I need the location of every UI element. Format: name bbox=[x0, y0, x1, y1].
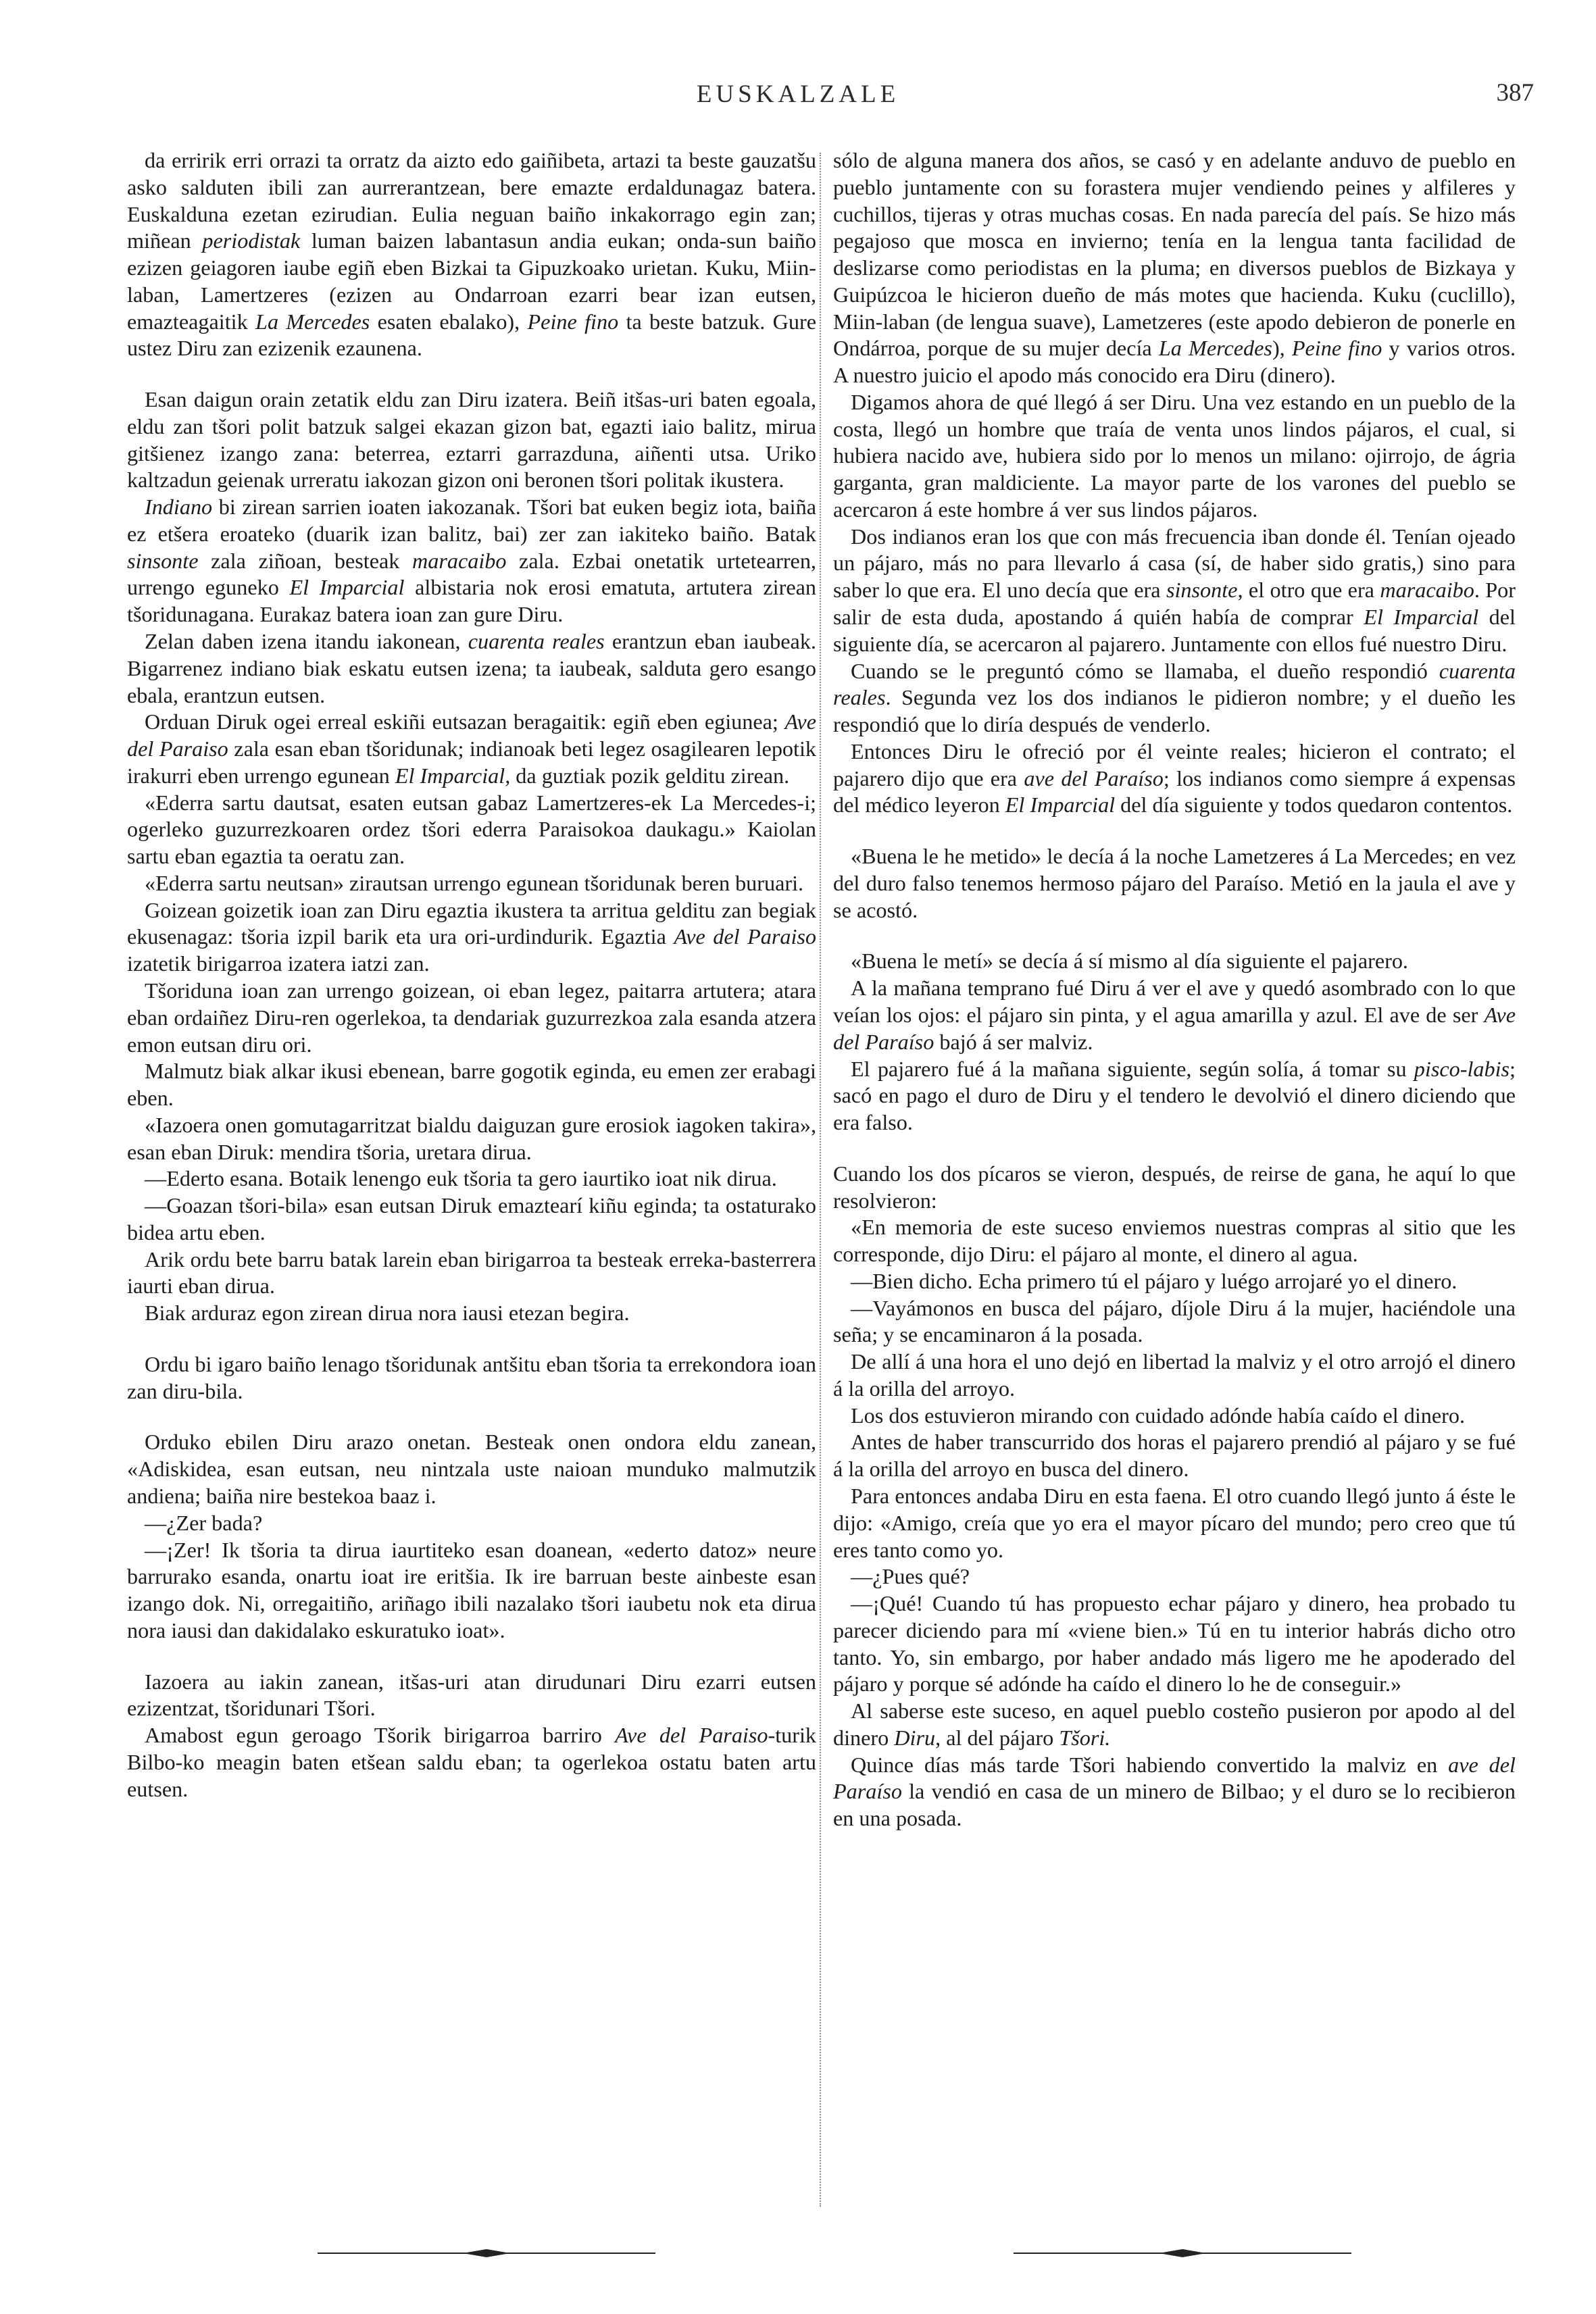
text-run: Quince días más tarde Tšori habiendo convertido la malviz en bbox=[851, 1752, 1449, 1777]
text-run: Tšoriduna ioan zan urrengo goizean, oi eban legez, paitarra artutera; atara eban ordaiñez Diru-ren ogerlekoa, ta dendariak guzurrezkoa zala esanda atzera emon eutsan diru ori. bbox=[127, 978, 816, 1057]
italic-term: El Imparcial bbox=[289, 575, 405, 600]
text-run: —¿Pues qué? bbox=[851, 1564, 970, 1589]
italic-term: cuarenta reales bbox=[833, 658, 1516, 710]
italic-term: Ave del Paraiso bbox=[674, 924, 817, 949]
text-run: «Iazoera onen gomutagarritzat bialdu daiguzan gure erosiok iagoken takira», esan eban Diruk: mendira tšoria, uretara dirua. bbox=[127, 1112, 816, 1164]
right_column-paragraph bbox=[833, 1429, 1516, 1483]
text-run: «Ederra sartu neutsan» zirautsan urrengo egunean tšoridunak beren buruari. bbox=[145, 870, 804, 895]
text-run: Orduan Diruk ogei erreal eskiñi eutsazan beragaitik: egiñ eben egiunea; bbox=[145, 709, 785, 734]
text-run: —¡Zer! Ik tšoria ta dirua iaurtiteko esan doanean, «ederto datoz» neure barrurako esanda, onartu ioat ire eritšia. Ik ire barruan beste ainbeste esan izango dok. Ni, orregaitiño, ariñago ibili nazalako tšori iaubetu nok eta dirua nora iausi dan dakidalako eskuratuko ioat». bbox=[127, 1537, 816, 1642]
text-run: «Buena le metí» se decía á sí mismo al día siguiente el pajarero. bbox=[851, 949, 1408, 974]
italic-term: Diru bbox=[894, 1725, 936, 1750]
italic-term: Peine fino bbox=[1291, 336, 1382, 361]
left_column-paragraph bbox=[127, 1669, 816, 1723]
text-run: la vendió en casa de un minero de Bilbao; y el duro se lo recibieron en una posada. bbox=[833, 1779, 1516, 1831]
right_column-paragraph bbox=[833, 1483, 1516, 1563]
text-run: Entonces Diru le ofreció por él veinte reales; hicieron el contrato; el pajarero dijo que era bbox=[833, 738, 1516, 790]
left_column-paragraph bbox=[127, 1247, 816, 1301]
text-run: El pajarero fué á la mañana siguiente, según solía, á tomar su bbox=[851, 1056, 1414, 1081]
text-run: Malmutz biak alkar ikusi ebenean, barre gogotik eginda, eu emen zer erabagi eben. bbox=[127, 1059, 816, 1111]
text-run: Cuando se le preguntó cómo se llamaba, el dueño respondió bbox=[851, 658, 1439, 683]
italic-term: maracaibo bbox=[1380, 578, 1474, 603]
left_column-paragraph bbox=[127, 897, 816, 978]
italic-term: sinsonte bbox=[1166, 578, 1238, 603]
text-run: Amabost egun geroago Tšorik birigarroa barriro bbox=[145, 1723, 616, 1748]
italic-term: ave del Paraíso bbox=[1024, 765, 1164, 790]
page-number: 387 bbox=[1496, 79, 1534, 107]
left_column-paragraph bbox=[127, 628, 816, 709]
right_column-paragraph bbox=[833, 1295, 1516, 1349]
text-run: —Ederto esana. Botaik lenengo euk tšoria ta gero iaurtiko ioat nik dirua. bbox=[145, 1166, 777, 1191]
text-run: erantzun eban iaubeak. Bigarrenez indiano biak eskatu eutsen izena; ta iaubeak, salduta gero esango ebala, erantzun eutsen. bbox=[127, 629, 816, 707]
left_column-paragraph bbox=[127, 870, 816, 897]
italic-term: maracaibo bbox=[412, 548, 507, 573]
left_column-paragraph bbox=[127, 386, 816, 494]
italic-term: Ave del Paraíso bbox=[833, 1002, 1516, 1054]
tailpiece-ornament-left bbox=[318, 2246, 655, 2260]
left_column-paragraph bbox=[127, 1351, 816, 1405]
left_column-paragraph bbox=[127, 1058, 816, 1112]
text-run: . Por salir de esta duda, apostando á quién había de comprar bbox=[833, 578, 1516, 630]
text-run: del siguiente día, se acercaron al pajarero. Juntamente con ellos fué nuestro Diru. bbox=[833, 605, 1516, 656]
left_column-paragraph bbox=[127, 1300, 816, 1327]
right_column-paragraph bbox=[833, 1056, 1516, 1136]
text-run: bajó á ser malviz. bbox=[934, 1029, 1093, 1054]
italic-term: La Mercedes bbox=[255, 309, 370, 334]
text-run: Para entonces andaba Diru en esta faena. El otro cuando llegó junto á éste le dijo: «Amigo, creía que yo era el mayor pícaro del mundo; pero creo que tú eres tanto como yo. bbox=[833, 1483, 1516, 1562]
right_column-paragraph bbox=[833, 1403, 1516, 1430]
right_column-paragraph bbox=[833, 524, 1516, 658]
text-run: Los dos estuvieron mirando con cuidado adónde había caído el dinero. bbox=[851, 1403, 1466, 1428]
left_column-paragraph bbox=[127, 1112, 816, 1166]
text-run: sólo de alguna manera dos años, se casó y en adelante anduvo de pueblo en pueblo juntamente con su forastera mujer vendiendo peines y alfileres y cuchillos, tijeras y otras muchas cosas. En nada parecía del país. Se hizo más pegajoso que mosca en invierno; tenía en la lengua tanta facilidad de deslizarse como periodistas en la pluma; en diversos pueblos de Bizkaya y Guipúzcoa le hicieron dueño de más motes que hacienda. Kuku (cuclillo), Miin-laban (de lengua suave), Lametzeres (este apodo debieron de ponerle en Ondárroa, porque de su mujer decía bbox=[833, 148, 1516, 361]
right_column-paragraph bbox=[833, 843, 1516, 924]
italic-term: pisco-labis bbox=[1414, 1056, 1510, 1081]
text-run: -turik Bilbo-ko meagin baten etšean saldu eban; ta ogerlekoa ostatu baten artu eutsen. bbox=[127, 1723, 816, 1801]
italic-term: El Imparcial, bbox=[395, 763, 511, 788]
italic-term: Indiano bbox=[145, 495, 213, 520]
text-run: —Bien dicho. Echa primero tú el pájaro y luégo arrojaré yo el dinero. bbox=[851, 1268, 1457, 1293]
left_column-paragraph bbox=[127, 790, 816, 870]
text-run: bi zirean sarrien ioaten iakozanak. Tšori bat euken begiz iota, baiña ez etšera eroateko (duarik izan balitz, bai) zer zan iakiteko baiño. Batak bbox=[127, 495, 816, 546]
right_column-paragraph bbox=[833, 1698, 1516, 1752]
italic-term: Ave del Paraiso bbox=[127, 709, 816, 761]
text-run: A la mañana temprano fué Diru á ver el ave y quedó asombrado con lo que veían los ojos: el pájaro sin pinta, y el agua amarilla y azul. El ave de ser bbox=[833, 976, 1516, 1027]
left_column-paragraph bbox=[127, 1722, 816, 1803]
text-run: , el otro que era bbox=[1237, 578, 1380, 603]
text-run: —¿Zer bada? bbox=[145, 1510, 263, 1535]
right_column-paragraph bbox=[833, 1349, 1516, 1403]
right_column-paragraph bbox=[833, 1590, 1516, 1698]
right_column-paragraph bbox=[833, 738, 1516, 819]
left_column-paragraph bbox=[127, 1429, 816, 1509]
left_column-paragraph bbox=[127, 494, 816, 628]
text-run: zala ziñoan, besteak bbox=[198, 548, 412, 573]
text-run: —Goazan tšori-bila» esan eutsan Diruk emaztearí kiñu eginda; ta ostaturako bidea artu eben. bbox=[127, 1193, 816, 1244]
left_column-paragraph bbox=[127, 709, 816, 789]
text-run: Iazoera au iakin zanean, itšas-uri atan dirudunari Diru ezarri eutsen ezizentzat, tšoridunari Tšori. bbox=[127, 1669, 816, 1721]
text-run: ta beste batzuk. Gure ustez Diru zan ezizenik ezaunena. bbox=[127, 309, 817, 361]
text-run: Ordu bi igaro baiño lenago tšoridunak antšitu eban tšoria ta errekondora ioan zan diru-bila. bbox=[127, 1351, 816, 1403]
text-run: da guztiak pozik gelditu zirean. bbox=[510, 763, 790, 788]
text-run: —¡Qué! Cuando tú has propuesto echar pájaro y dinero, hea probado tu parecer diciendo para mí «viene bien.» Tú en tu interior habrás dicho otro tanto. Yo, sin embargo, por haber andado más ligero me he apoderado del pájaro y porque sé adónde ha caído el dinero lo he de conseguir.» bbox=[833, 1591, 1516, 1696]
column-divider bbox=[820, 153, 821, 2207]
text-run: esaten ebalako), bbox=[370, 309, 528, 334]
left_column-paragraph bbox=[127, 1510, 816, 1537]
italic-term: Peine fino bbox=[527, 309, 619, 334]
text-run: «Buena le he metido» le decía á la noche Lametzeres á La Mercedes; en vez del duro falso tenemos hermoso pájaro del Paraíso. Metió en la jaula el ave y se acostó. bbox=[833, 844, 1516, 922]
italic-term: Tšori. bbox=[1059, 1725, 1111, 1750]
right_column-paragraph bbox=[833, 389, 1516, 524]
italic-term: ave del Paraíso bbox=[833, 1752, 1516, 1804]
left_column-paragraph bbox=[127, 1537, 816, 1644]
text-run: . Segunda vez los dos indianos le pidieron nombre; y el dueño les respondió que lo diría después de venderlo. bbox=[833, 685, 1516, 737]
right_column-paragraph bbox=[833, 975, 1516, 1055]
right_column-paragraph bbox=[833, 948, 1516, 975]
text-run: albistaria nok erosi ematuta, artutera zirean tšoridunagana. Eurakaz batera ioan zan gure Diru. bbox=[127, 575, 817, 627]
italic-term: cuarenta reales bbox=[468, 629, 605, 654]
left_column-paragraph bbox=[127, 1192, 816, 1247]
text-run: del día siguiente y todos quedaron contentos. bbox=[1115, 793, 1513, 818]
text-run: Cuando los dos pícaros se vieron, después, de reirse de gana, he aquí lo que resolvieron: bbox=[833, 1161, 1516, 1213]
text-run: zala. Ezbai onetatik urtetearren, urrengo eguneko bbox=[127, 548, 816, 600]
text-run: Biak arduraz egon zirean dirua nora iausi etezan begira. bbox=[145, 1301, 630, 1326]
text-run: «En memoria de este suceso enviemos nuestras compras al sitio que les corresponde, dijo Diru: el pájaro al monte, el dinero al agua. bbox=[833, 1215, 1516, 1267]
right_column-paragraph bbox=[833, 1563, 1516, 1590]
text-run: Goizean goizetik ioan zan Diru egaztia ikustera ta arritua gelditu zan begiak ekusenagaz: tšoria izpil barik eta ura ori-urdindurik. Egaztia bbox=[127, 897, 816, 949]
right_column-paragraph bbox=[833, 1752, 1516, 1832]
text-run: Digamos ahora de qué llegó á ser Diru. Una vez estando en un pueblo de la costa, llegó un hombre que traía de venta unos lindos pájaros, el cual, si hubiera nacido ave, hubiera sido por lo menos un milano: ojirrojo, de ágria garganta, gran maldiciente. La mayor parte de los varones del pueblo se acercaron á este hombre á ver sus lindos pájaros. bbox=[833, 389, 1516, 522]
italic-term: El Imparcial bbox=[1005, 793, 1116, 818]
basque-column bbox=[127, 147, 816, 1803]
text-run: —Vayámonos en busca del pájaro, díjole Diru á la mujer, haciéndole una seña; y se encaminaron á la posada. bbox=[833, 1295, 1516, 1347]
right_column-paragraph bbox=[833, 147, 1516, 389]
text-run: , al del pájaro bbox=[935, 1725, 1059, 1750]
text-run: izatetik birigarroa izatera iatzi zan. bbox=[127, 951, 430, 976]
italic-term: La Mercedes bbox=[1158, 336, 1272, 361]
left_column-paragraph bbox=[127, 1165, 816, 1192]
right_column-paragraph bbox=[833, 1268, 1516, 1295]
text-run: Al saberse este suceso, en aquel pueblo costeño pusieron por apodo al del dinero bbox=[833, 1699, 1516, 1750]
spanish-column bbox=[833, 147, 1516, 1832]
text-run: ), bbox=[1272, 336, 1292, 361]
text-run: «Ederra sartu dautsat, esaten eutsan gabaz Lamertzeres-ek La Mercedes-i; ogerleko guzurrezkoaren ordez tšori ederra Paraisokoa daukagu.» Kaiolan sartu eban egaztia ta oeratu zan. bbox=[127, 790, 816, 869]
left_column-paragraph bbox=[127, 978, 816, 1058]
text-run: Arik ordu bete barru batak larein eban birigarroa ta besteak erreka-basterrera iaurti eban dirua. bbox=[127, 1247, 816, 1299]
text-run: ; los indianos como siempre á expensas del médico leyeron bbox=[833, 765, 1516, 818]
running-head: EUSKALZALE bbox=[696, 80, 900, 108]
italic-term: sinsonte bbox=[127, 548, 199, 573]
right_column-paragraph bbox=[833, 1161, 1516, 1215]
right_column-paragraph bbox=[833, 1214, 1516, 1268]
text-run: luman baizen labantasun andia eukan; onda-sun baiño ezizen geiagoren iaube egiñ eben Bizkai ta Gipuzkoako urietan. Kuku, Miin-laban, Lamertzeres (ezizen au Ondarroan ezarri bear izan eutsen, emazteagaitik bbox=[127, 228, 816, 334]
right_column-paragraph bbox=[833, 658, 1516, 738]
text-run: ; sacó en pago el duro de Diru y el tendero le devolvió el dinero diciendo que era falso. bbox=[833, 1056, 1516, 1135]
tailpiece-ornament-right bbox=[1014, 2246, 1351, 2260]
text-run: Zelan daben izena itandu iakonean, bbox=[145, 629, 468, 654]
text-run: y varios otros. A nuestro juicio el apodo más conocido era Diru (dinero). bbox=[833, 336, 1516, 388]
italic-term: periodistak bbox=[202, 228, 301, 253]
italic-term: El Imparcial bbox=[1364, 605, 1479, 630]
left_column-paragraph bbox=[127, 147, 816, 362]
text-run: De allí á una hora el uno dejó en libertad la malviz y el otro arrojó el dinero á la orilla del arroyo. bbox=[833, 1349, 1516, 1401]
text-run: Antes de haber transcurrido dos horas el pajarero prendió al pájaro y se fué á la orilla del arroyo en busca del dinero. bbox=[833, 1430, 1516, 1482]
text-run: zala esan eban tšoridunak; indianoak beti legez osagilearen lepotik irakurri eben urrengo egunean bbox=[127, 736, 817, 788]
text-run: da erririk erri orrazi ta orratz da aizto edo gaiñibeta, artazi ta beste gauzatšu asko salduten ibili zan aurrerantzean, bere emazte erdaldunagaz batera. Euskalduna ezetan ezirudian. Eulia neguan baiño inkakorrago egin zan; miñean bbox=[127, 148, 816, 253]
text-run: Dos indianos eran los que con más frecuencia iban donde él. Tenían ojeado un pájaro, más no para llevarlo á casa (sí, de haber sido gratis,) sino para saber lo que era. El uno decía que era bbox=[833, 524, 1516, 603]
text-run: Orduko ebilen Diru arazo onetan. Besteak onen ondora eldu zanean, «Adiskidea, esan eutsan, neu nintzala uste naioan munduko malmutzik andiena; baiña nire bestekoa baaz i. bbox=[127, 1430, 816, 1508]
text-run: Esan daigun orain zetatik eldu zan Diru izatera. Beiñ itšas-uri baten egoala, eldu zan tšori polit batzuk salgei ekazan gizon bat, egazti iaio balitz, mirua gitšienez izango zana: beterrea, eztarri garrazduna, aiñenti utsa. Uriko kaltzadun geienak urreratu iakozan gizon oni beronen tšori politak ikustera. bbox=[127, 387, 816, 493]
italic-term: Ave del Paraiso bbox=[615, 1723, 768, 1748]
